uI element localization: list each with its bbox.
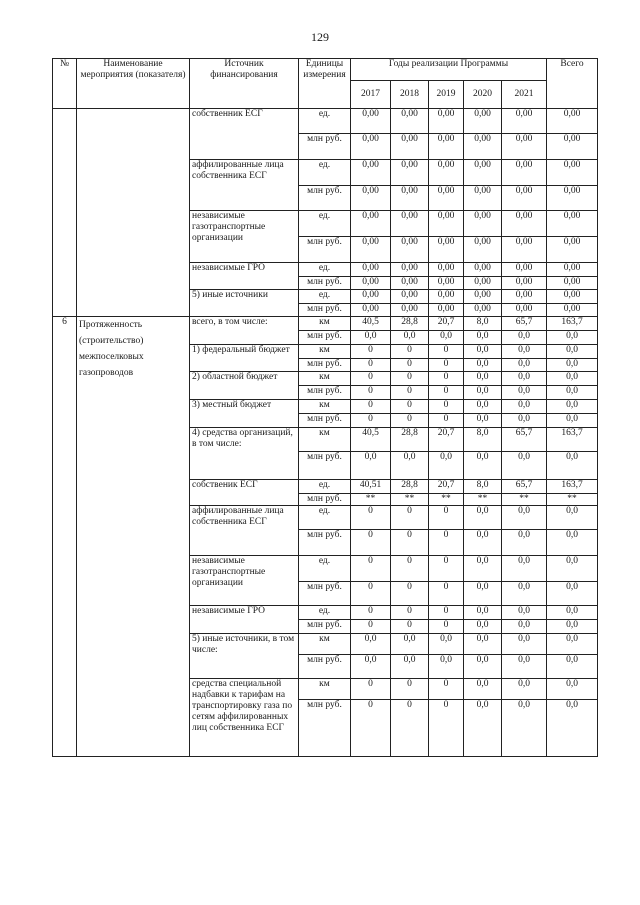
unit-cell: ед. xyxy=(299,506,351,530)
year-value-cell: 0,0 xyxy=(464,400,502,414)
unit-cell: млн руб. xyxy=(299,494,351,506)
year-value-cell: 0,00 xyxy=(464,160,502,186)
year-value-cell: 0,0 xyxy=(464,414,502,428)
unit-cell: млн руб. xyxy=(299,186,351,211)
total-value-cell: 0,0 xyxy=(547,530,598,556)
funding-source: независимые ГРО xyxy=(190,263,299,290)
year-value-cell: 0 xyxy=(391,556,429,582)
year-value-cell: 0,0 xyxy=(502,345,547,359)
year-value-cell: 0 xyxy=(391,414,429,428)
funding-source: аффилированные лица собственника ЕСГ xyxy=(190,506,299,556)
funding-source: 1) федеральный бюджет xyxy=(190,345,299,372)
year-value-cell: 0,00 xyxy=(351,109,391,134)
year-value-cell: 0 xyxy=(351,620,391,634)
total-value-cell: 0,0 xyxy=(547,620,598,634)
table-row xyxy=(53,317,598,331)
table-header xyxy=(53,59,598,109)
year-value-cell: 0 xyxy=(351,414,391,428)
year-value-cell: 0,0 xyxy=(502,331,547,345)
header-year: 2020 xyxy=(464,81,502,109)
year-value-cell: 0,00 xyxy=(502,109,547,134)
year-value-cell: 0,00 xyxy=(429,186,464,211)
year-value-cell: 0,0 xyxy=(351,655,391,679)
unit-cell: ед. xyxy=(299,606,351,620)
funding-source: всего, в том числе: xyxy=(190,317,299,345)
unit-cell: млн руб. xyxy=(299,620,351,634)
year-value-cell: 0 xyxy=(391,386,429,400)
funding-source: независимые ГРО xyxy=(190,606,299,634)
total-value-cell: 0,0 xyxy=(547,506,598,530)
year-value-cell: 0,0 xyxy=(464,331,502,345)
header-year: 2018 xyxy=(391,81,429,109)
total-value-cell: 0,0 xyxy=(547,700,598,757)
total-value-cell: 0,0 xyxy=(547,359,598,372)
year-value-cell: 0,00 xyxy=(464,237,502,263)
year-value-cell: 0,00 xyxy=(502,304,547,317)
year-value-cell: 0,0 xyxy=(464,556,502,582)
total-value-cell: 0,0 xyxy=(547,372,598,386)
year-value-cell: 0,0 xyxy=(429,331,464,345)
year-value-cell: 0 xyxy=(351,386,391,400)
year-value-cell: 0,00 xyxy=(429,160,464,186)
year-value-cell: 0,00 xyxy=(429,211,464,237)
year-value-cell: 0,00 xyxy=(502,237,547,263)
year-value-cell: 0 xyxy=(391,345,429,359)
year-value-cell: 0 xyxy=(429,606,464,620)
year-value-cell: 0,0 xyxy=(502,556,547,582)
year-value-cell: 0 xyxy=(351,345,391,359)
year-value-cell: 0,0 xyxy=(464,359,502,372)
year-value-cell: 0 xyxy=(351,359,391,372)
total-value-cell: 0,0 xyxy=(547,400,598,414)
year-value-cell: 0,00 xyxy=(351,277,391,290)
year-value-cell: 0,00 xyxy=(502,290,547,304)
year-value-cell: 0,00 xyxy=(464,277,502,290)
year-value-cell: 0 xyxy=(429,400,464,414)
year-value-cell: 0,0 xyxy=(391,634,429,655)
year-value-cell: 0,0 xyxy=(391,655,429,679)
header-no: № xyxy=(53,59,77,109)
year-value-cell: 0,00 xyxy=(429,290,464,304)
unit-cell: ед. xyxy=(299,211,351,237)
year-value-cell: 0,00 xyxy=(502,134,547,160)
year-value-cell: ** xyxy=(464,494,502,506)
year-value-cell: 0,0 xyxy=(502,582,547,606)
unit-cell: млн руб. xyxy=(299,359,351,372)
year-value-cell: 0,0 xyxy=(429,655,464,679)
unit-cell: млн руб. xyxy=(299,655,351,679)
unit-cell: млн руб. xyxy=(299,582,351,606)
total-value-cell: 0,00 xyxy=(547,186,598,211)
total-value-cell: 0,00 xyxy=(547,109,598,134)
year-value-cell: 0,0 xyxy=(464,386,502,400)
funding-source: 5) иные источники xyxy=(190,290,299,317)
year-value-cell: 65,7 xyxy=(502,428,547,452)
year-value-cell: 0 xyxy=(391,359,429,372)
year-value-cell: 0,00 xyxy=(391,186,429,211)
header-units: Единицы измерения xyxy=(299,59,351,109)
year-value-cell: 0,0 xyxy=(351,452,391,480)
total-value-cell: 163,7 xyxy=(547,428,598,452)
unit-cell: км xyxy=(299,372,351,386)
year-value-cell: 0,0 xyxy=(391,452,429,480)
year-value-cell: 0 xyxy=(351,582,391,606)
unit-cell: км xyxy=(299,428,351,452)
year-value-cell: 0,00 xyxy=(351,304,391,317)
year-value-cell: 0,00 xyxy=(429,109,464,134)
unit-cell: млн руб. xyxy=(299,530,351,556)
unit-cell: млн руб. xyxy=(299,386,351,400)
year-value-cell: ** xyxy=(391,494,429,506)
unit-cell: ед. xyxy=(299,556,351,582)
total-value-cell: 0,0 xyxy=(547,452,598,480)
year-value-cell: 0 xyxy=(351,556,391,582)
year-value-cell: 0,00 xyxy=(464,134,502,160)
year-value-cell: 0 xyxy=(391,606,429,620)
year-value-cell: 0,00 xyxy=(464,186,502,211)
year-value-cell: 0,0 xyxy=(502,414,547,428)
unit-cell: млн руб. xyxy=(299,331,351,345)
year-value-cell: 0,00 xyxy=(391,237,429,263)
year-value-cell: 0 xyxy=(429,530,464,556)
year-value-cell: 0,00 xyxy=(351,263,391,277)
year-value-cell: 8,0 xyxy=(464,428,502,452)
item-name xyxy=(77,109,190,317)
funding-source: 4) средства организаций, в том числе: xyxy=(190,428,299,480)
total-value-cell: 0,00 xyxy=(547,263,598,277)
header-source: Источник финансирования xyxy=(190,59,299,109)
program-table xyxy=(52,58,598,757)
total-value-cell: 0,0 xyxy=(547,679,598,700)
year-value-cell: 40,5 xyxy=(351,317,391,331)
year-value-cell: 0 xyxy=(391,530,429,556)
header-years-group: Годы реализации Программы xyxy=(351,59,547,81)
year-value-cell: 0,0 xyxy=(502,530,547,556)
unit-cell: млн руб. xyxy=(299,700,351,757)
year-value-cell: 0,00 xyxy=(502,277,547,290)
unit-cell: млн руб. xyxy=(299,452,351,480)
year-value-cell: 20,7 xyxy=(429,428,464,452)
year-value-cell: 0,0 xyxy=(502,655,547,679)
year-value-cell: 0,0 xyxy=(502,452,547,480)
unit-cell: млн руб. xyxy=(299,134,351,160)
year-value-cell: ** xyxy=(502,494,547,506)
year-value-cell: 20,7 xyxy=(429,317,464,331)
total-value-cell: 0,0 xyxy=(547,345,598,359)
year-value-cell: 0 xyxy=(391,400,429,414)
year-value-cell: 0 xyxy=(429,414,464,428)
year-value-cell: 0,00 xyxy=(351,290,391,304)
header-year: 2017 xyxy=(351,81,391,109)
year-value-cell: 0,0 xyxy=(502,700,547,757)
year-value-cell: 0 xyxy=(391,582,429,606)
funding-source: независимые газотранспортные организации xyxy=(190,211,299,263)
year-value-cell: 0,00 xyxy=(464,109,502,134)
year-value-cell: 0,00 xyxy=(429,304,464,317)
header-year: 2021 xyxy=(502,81,547,109)
year-value-cell: 0,0 xyxy=(351,331,391,345)
year-value-cell: 0,0 xyxy=(502,634,547,655)
year-value-cell: 0 xyxy=(429,359,464,372)
year-value-cell: 0,0 xyxy=(464,582,502,606)
total-value-cell: 0,0 xyxy=(547,556,598,582)
year-value-cell: 40,51 xyxy=(351,480,391,494)
total-value-cell: 0,0 xyxy=(547,582,598,606)
unit-cell: млн руб. xyxy=(299,277,351,290)
funding-source: 5) иные источники, в том числе: xyxy=(190,634,299,679)
year-value-cell: 0,00 xyxy=(351,211,391,237)
year-value-cell: 0 xyxy=(429,345,464,359)
total-value-cell: 0,00 xyxy=(547,211,598,237)
year-value-cell: 0,00 xyxy=(391,160,429,186)
year-value-cell: 0,00 xyxy=(464,211,502,237)
year-value-cell: 0,0 xyxy=(502,506,547,530)
year-value-cell: 0 xyxy=(351,506,391,530)
table-body xyxy=(53,109,598,757)
year-value-cell: 0,0 xyxy=(429,452,464,480)
year-value-cell: 0,0 xyxy=(464,452,502,480)
year-value-cell: 0,0 xyxy=(464,530,502,556)
year-value-cell: 40,5 xyxy=(351,428,391,452)
year-value-cell: 0,0 xyxy=(464,606,502,620)
total-value-cell: 0,0 xyxy=(547,606,598,620)
total-value-cell: ** xyxy=(547,494,598,506)
unit-cell: км xyxy=(299,345,351,359)
year-value-cell: 0,0 xyxy=(391,331,429,345)
total-value-cell: 0,0 xyxy=(547,655,598,679)
year-value-cell: 0,00 xyxy=(502,186,547,211)
total-value-cell: 0,0 xyxy=(547,414,598,428)
total-value-cell: 0,0 xyxy=(547,331,598,345)
year-value-cell: 0,00 xyxy=(391,109,429,134)
year-value-cell: 0,0 xyxy=(502,372,547,386)
year-value-cell: 0 xyxy=(429,556,464,582)
year-value-cell: 28,8 xyxy=(391,480,429,494)
year-value-cell: 0 xyxy=(351,700,391,757)
year-value-cell: 0,0 xyxy=(351,634,391,655)
header-year: 2019 xyxy=(429,81,464,109)
year-value-cell: 0,0 xyxy=(502,359,547,372)
year-value-cell: 0 xyxy=(351,530,391,556)
year-value-cell: 0,00 xyxy=(502,160,547,186)
year-value-cell: 0 xyxy=(429,620,464,634)
year-value-cell: 8,0 xyxy=(464,480,502,494)
year-value-cell: 0,00 xyxy=(351,186,391,211)
year-value-cell: 28,8 xyxy=(391,317,429,331)
unit-cell: млн руб. xyxy=(299,237,351,263)
year-value-cell: 0,00 xyxy=(429,134,464,160)
year-value-cell: 0,00 xyxy=(502,263,547,277)
year-value-cell: 0 xyxy=(429,506,464,530)
year-value-cell: 0,0 xyxy=(464,345,502,359)
year-value-cell: 0,00 xyxy=(464,290,502,304)
year-value-cell: 0,00 xyxy=(391,290,429,304)
funding-source: средства специальной надбавки к тарифам на транспортировку газа по сетям аффилированных лиц собственника ЕСГ xyxy=(190,679,299,757)
year-value-cell: 0,0 xyxy=(464,506,502,530)
unit-cell: ед. xyxy=(299,160,351,186)
funding-source: собственик ЕСГ xyxy=(190,480,299,506)
year-value-cell: 0 xyxy=(429,679,464,700)
item-number xyxy=(53,109,77,317)
year-value-cell: 0 xyxy=(351,679,391,700)
funding-source: независимые газотранспортные организации xyxy=(190,556,299,606)
table-row xyxy=(53,109,598,134)
year-value-cell: 65,7 xyxy=(502,480,547,494)
page-number: 129 xyxy=(311,30,329,44)
year-value-cell: 0 xyxy=(391,679,429,700)
year-value-cell: 0 xyxy=(351,372,391,386)
year-value-cell: 0,0 xyxy=(464,655,502,679)
year-value-cell: 0,00 xyxy=(502,211,547,237)
year-value-cell: 0,00 xyxy=(391,304,429,317)
unit-cell: км xyxy=(299,634,351,655)
total-value-cell: 163,7 xyxy=(547,317,598,331)
year-value-cell: 0,0 xyxy=(502,606,547,620)
year-value-cell: 0,00 xyxy=(464,263,502,277)
total-value-cell: 0,00 xyxy=(547,277,598,290)
funding-source: аффилированные лица собственника ЕСГ xyxy=(190,160,299,211)
year-value-cell: 0 xyxy=(429,386,464,400)
unit-cell: ед. xyxy=(299,480,351,494)
total-value-cell: 0,00 xyxy=(547,160,598,186)
funding-source: 3) местный бюджет xyxy=(190,400,299,428)
year-value-cell: ** xyxy=(429,494,464,506)
year-value-cell: 0,00 xyxy=(429,237,464,263)
year-value-cell: 0,0 xyxy=(464,620,502,634)
year-value-cell: 0,00 xyxy=(391,277,429,290)
year-value-cell: 0,0 xyxy=(502,679,547,700)
year-value-cell: 0,0 xyxy=(464,372,502,386)
year-value-cell: 0 xyxy=(429,700,464,757)
year-value-cell: 0 xyxy=(391,620,429,634)
total-value-cell: 0,00 xyxy=(547,290,598,304)
total-value-cell: 0,0 xyxy=(547,386,598,400)
year-value-cell: 0,0 xyxy=(502,400,547,414)
unit-cell: км xyxy=(299,317,351,331)
unit-cell: ед. xyxy=(299,109,351,134)
total-value-cell: 0,00 xyxy=(547,304,598,317)
unit-cell: ед. xyxy=(299,263,351,277)
unit-cell: км xyxy=(299,679,351,700)
total-value-cell: 163,7 xyxy=(547,480,598,494)
year-value-cell: 0 xyxy=(391,506,429,530)
year-value-cell: 0,00 xyxy=(429,277,464,290)
year-value-cell: 0 xyxy=(391,372,429,386)
year-value-cell: 0,00 xyxy=(464,304,502,317)
year-value-cell: 0 xyxy=(429,372,464,386)
year-value-cell: 0 xyxy=(429,582,464,606)
item-name: Протяженность (строительство) межпоселковых газопроводов xyxy=(77,317,190,757)
year-value-cell: 0,00 xyxy=(351,237,391,263)
unit-cell: млн руб. xyxy=(299,304,351,317)
header-total: Всего xyxy=(547,59,598,109)
year-value-cell: 8,0 xyxy=(464,317,502,331)
header-name: Наименование мероприятия (показателя) xyxy=(77,59,190,109)
year-value-cell: 0,0 xyxy=(464,679,502,700)
year-value-cell: 0,0 xyxy=(464,700,502,757)
year-value-cell: 0,00 xyxy=(351,160,391,186)
year-value-cell: 20,7 xyxy=(429,480,464,494)
funding-source: собственник ЕСГ xyxy=(190,109,299,160)
year-value-cell: 0,0 xyxy=(464,634,502,655)
year-value-cell: 0,0 xyxy=(502,620,547,634)
year-value-cell: 0 xyxy=(351,606,391,620)
item-number: 6 xyxy=(53,317,77,757)
year-value-cell: 0,00 xyxy=(391,263,429,277)
year-value-cell: 0,0 xyxy=(429,634,464,655)
year-value-cell: 0,00 xyxy=(391,134,429,160)
year-value-cell: 0,00 xyxy=(429,263,464,277)
funding-source: 2) областной бюджет xyxy=(190,372,299,400)
total-value-cell: 0,00 xyxy=(547,134,598,160)
year-value-cell: 0 xyxy=(391,700,429,757)
year-value-cell: 0 xyxy=(351,400,391,414)
unit-cell: км xyxy=(299,400,351,414)
total-value-cell: 0,00 xyxy=(547,237,598,263)
year-value-cell: 65,7 xyxy=(502,317,547,331)
year-value-cell: 0,00 xyxy=(351,134,391,160)
total-value-cell: 0,0 xyxy=(547,634,598,655)
unit-cell: ед. xyxy=(299,290,351,304)
year-value-cell: 28,8 xyxy=(391,428,429,452)
year-value-cell: 0,0 xyxy=(502,386,547,400)
unit-cell: млн руб. xyxy=(299,414,351,428)
year-value-cell: 0,00 xyxy=(391,211,429,237)
year-value-cell: ** xyxy=(351,494,391,506)
